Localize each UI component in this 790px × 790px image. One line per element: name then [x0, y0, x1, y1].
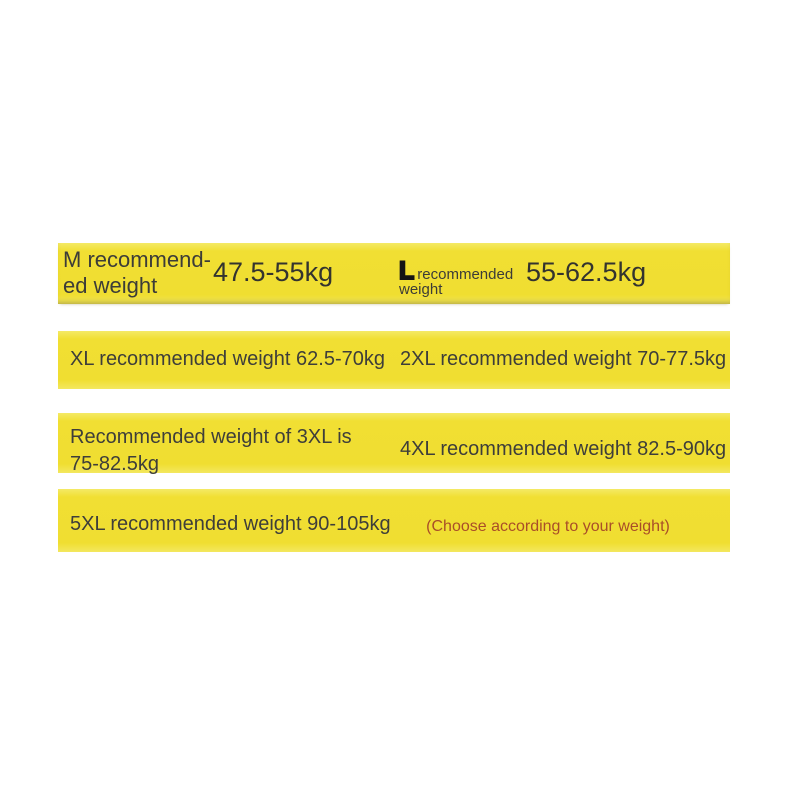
- size-l-label-text: recommended weight: [399, 266, 514, 298]
- size-5xl-text: 5XL recommended weight 90-105kg: [70, 513, 391, 535]
- size-row-3xl-4xl: [58, 413, 730, 473]
- size-xl-text: XL recommended weight 62.5-70kg: [70, 348, 385, 370]
- size-m-label: [63, 247, 211, 299]
- size-4xl-text: 4XL recommended weight 82.5-90kg: [400, 438, 727, 460]
- size-3xl-line1: Recommended weight of 3XL is: [70, 426, 352, 448]
- size-m-label-line2: ed weight: [63, 273, 158, 298]
- choose-by-weight-note: (Choose according to your weight): [426, 518, 670, 535]
- size-row-xl-2xl: [58, 331, 730, 389]
- size-l-weight-value: 55-62.5kg: [526, 257, 647, 287]
- size-2xl-text: 2XL recommended weight 70-77.5kg: [400, 348, 727, 370]
- size-l-mark: L: [399, 257, 415, 285]
- size-row-m-l: [58, 243, 730, 304]
- size-3xl-line2: 75-82.5kg: [70, 453, 159, 475]
- size-l-label: [399, 257, 521, 298]
- size-m-weight-value: 47.5-55kg: [213, 257, 334, 287]
- size-row-5xl-note: [58, 489, 730, 552]
- size-3xl-text: [70, 424, 400, 478]
- size-m-label-line1: M recommend-: [63, 247, 211, 272]
